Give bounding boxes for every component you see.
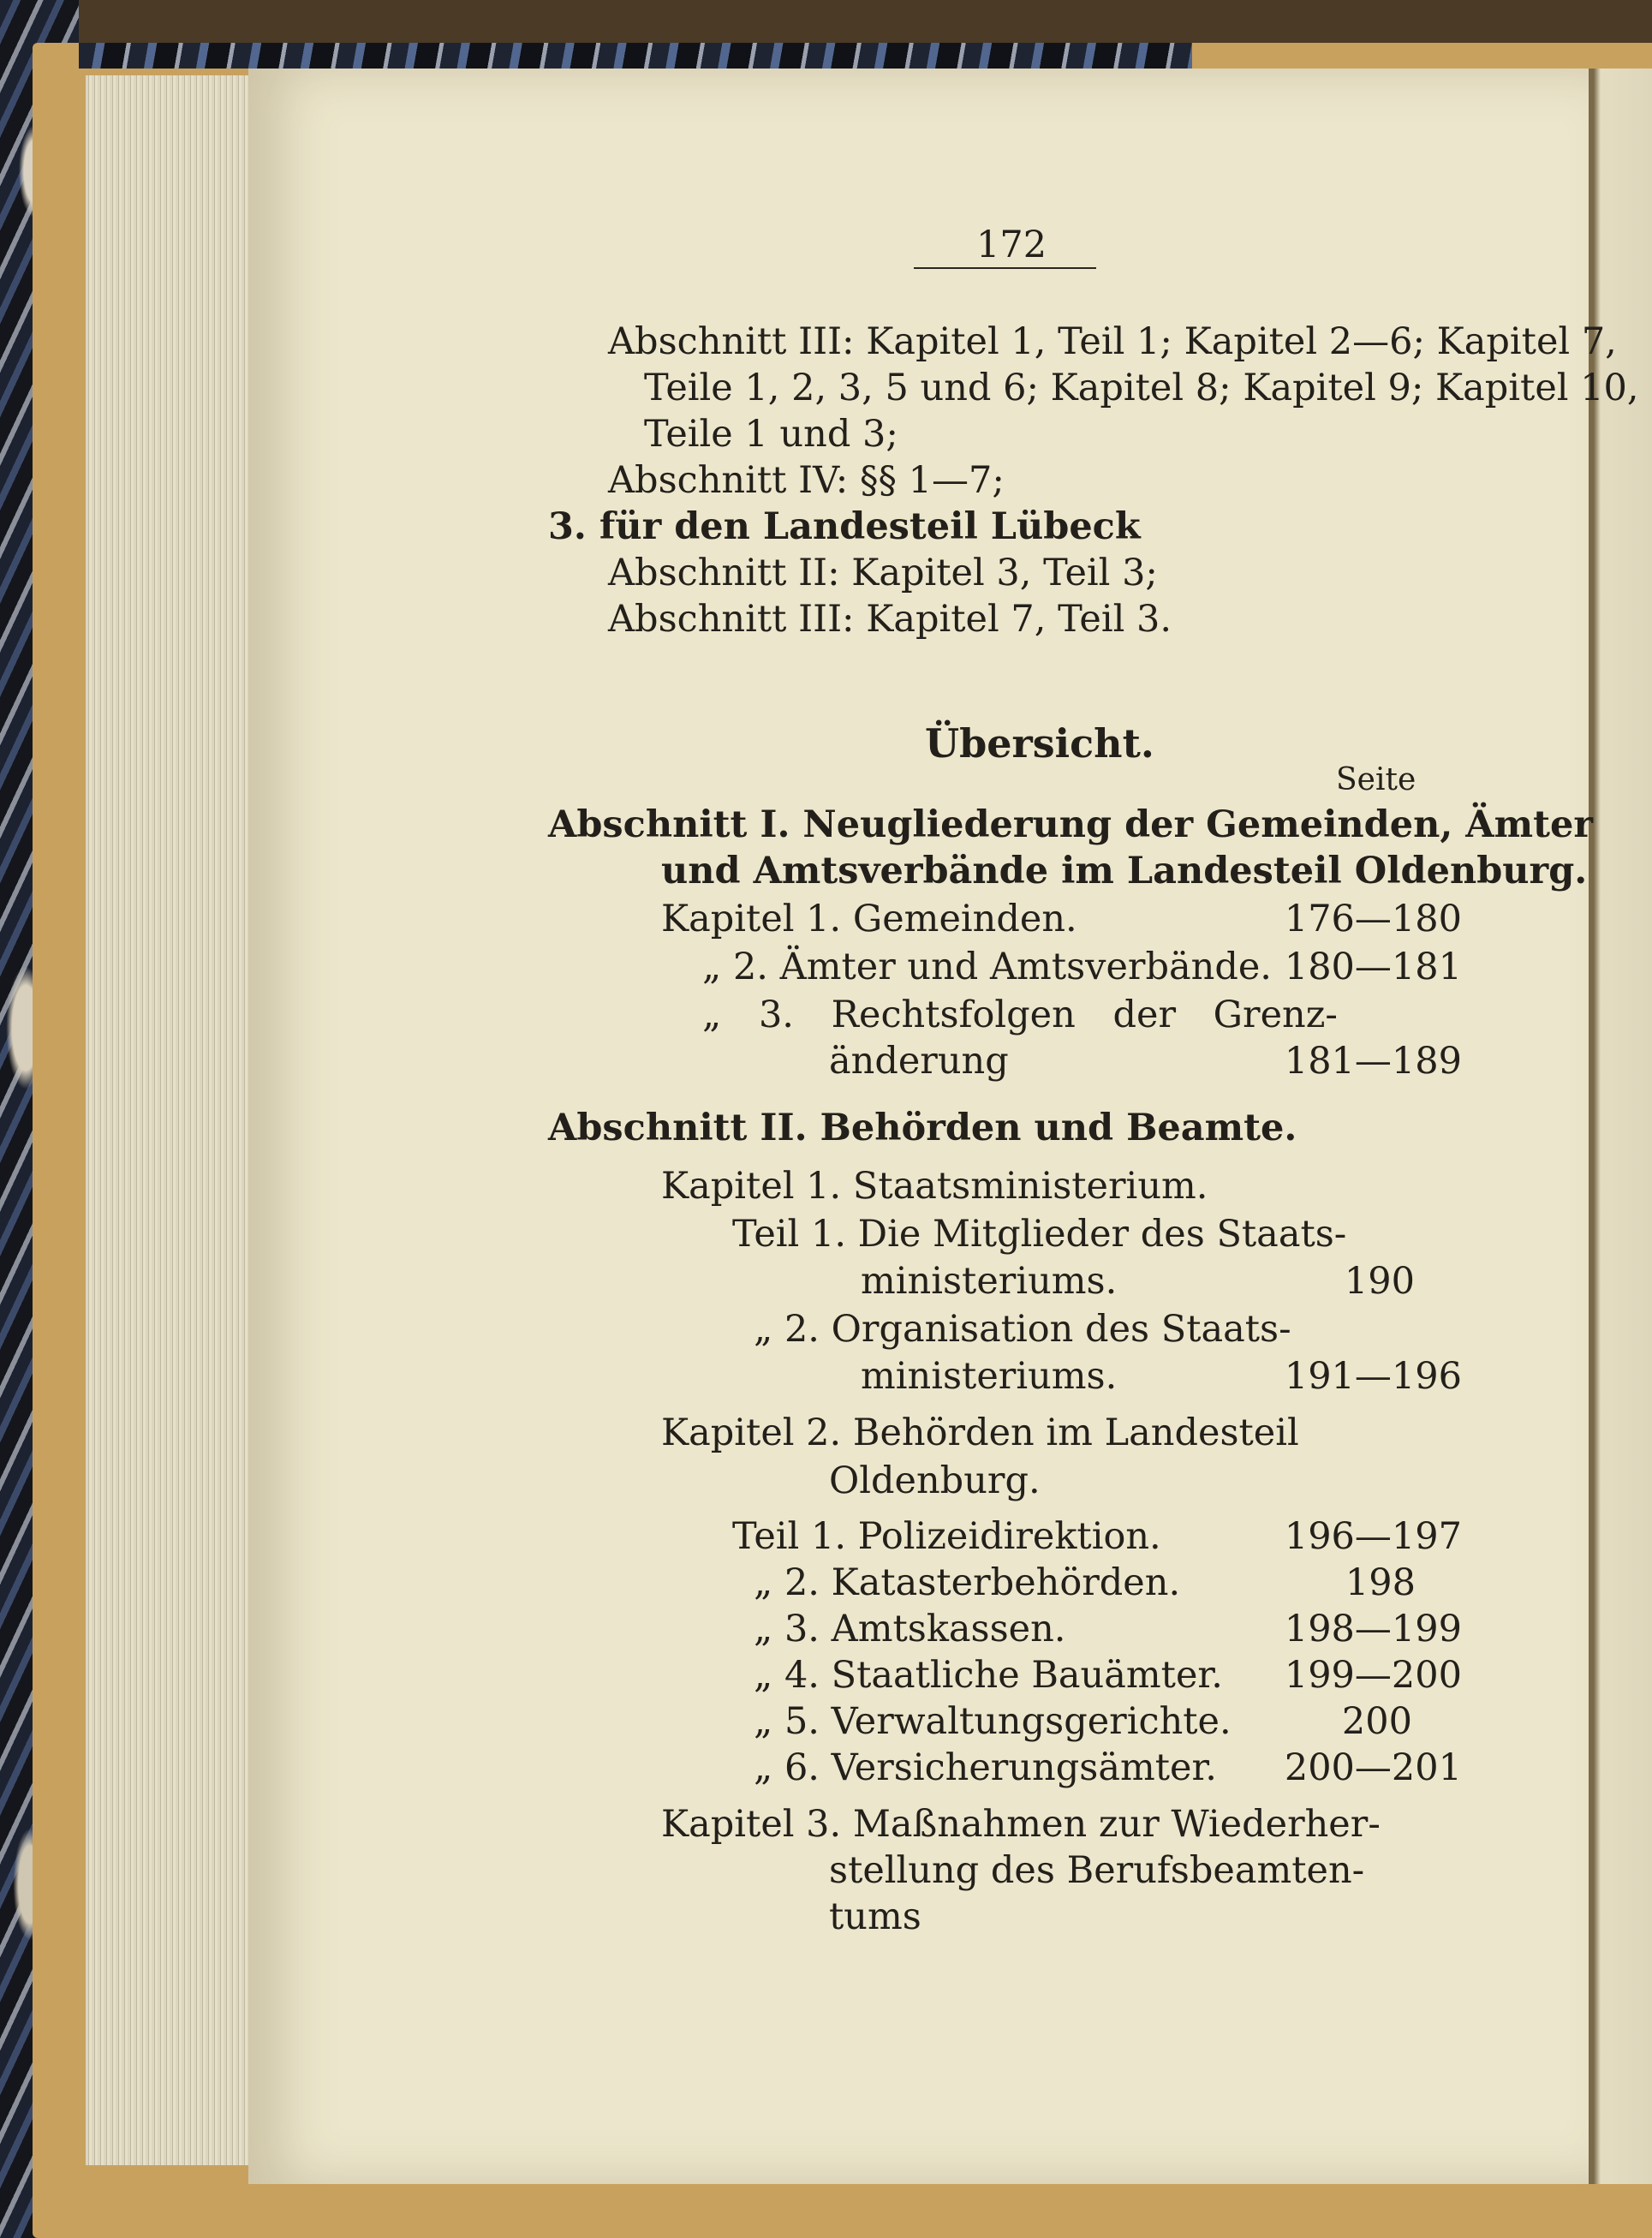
toc-entry-cont: tums: [829, 1895, 921, 1938]
toc-entry: Kapitel 2. Behörden im Landesteil: [661, 1411, 1299, 1454]
marbled-top-strip: [79, 43, 1192, 69]
overview-title: Übersicht.: [925, 720, 1154, 767]
toc-entry-cont: ministeriums.: [861, 1260, 1118, 1303]
toc-entry: „ 2. Katasterbehörden.: [754, 1561, 1181, 1604]
toc-page: 200: [1341, 1700, 1412, 1743]
toc-entry: „ 3. Amtskassen.: [754, 1608, 1066, 1650]
seite-label: Seite: [1336, 762, 1416, 797]
toc-entry: Kapitel 3. Maßnahmen zur Wiederher-: [661, 1803, 1381, 1846]
section-heading: und Amtsverbände im Landesteil Oldenburg.: [661, 850, 1588, 892]
toc-entry: Kapitel 1. Staatsministerium.: [661, 1165, 1208, 1208]
header-rule: [914, 267, 1096, 269]
toc-page: 181—189: [1284, 1040, 1462, 1083]
intro-line: Abschnitt III: Kapitel 7, Teil 3.: [608, 598, 1172, 641]
intro-line: Abschnitt III: Kapitel 1, Teil 1; Kapitel 2—6; Kapitel 7,: [608, 320, 1617, 363]
intro-line: Teile 1, 2, 3, 5 und 6; Kapitel 8; Kapitel 9; Kapitel 10,: [644, 367, 1639, 409]
toc-entry: „ 6. Versicherungsämter.: [754, 1746, 1217, 1789]
toc-page: 198—199: [1284, 1608, 1462, 1650]
toc-page: 180—181: [1284, 946, 1462, 988]
intro-line: Abschnitt IV: §§ 1—7;: [608, 459, 1005, 502]
toc-entry-cont: änderung: [829, 1040, 1009, 1083]
section-heading: Abschnitt I. Neugliederung der Gemeinden, Ämter: [548, 803, 1594, 846]
toc-page: 200—201: [1284, 1746, 1462, 1789]
toc-entry: „ 3. Rechtsfolgen der Grenz-: [702, 994, 1338, 1036]
intro-line: 3. für den Landesteil Lübeck: [548, 505, 1141, 548]
toc-page: 191—196: [1284, 1355, 1462, 1398]
toc-page: 190: [1344, 1260, 1415, 1303]
toc-page: 196—197: [1284, 1515, 1462, 1558]
toc-entry: Teil 1. Die Mitglieder des Staats-: [732, 1213, 1347, 1256]
toc-entry: „ 4. Staatliche Bauämter.: [754, 1654, 1223, 1697]
toc-entry-cont: stellung des Berufsbeamten-: [829, 1849, 1365, 1892]
toc-entry: Kapitel 1. Gemeinden.: [661, 898, 1077, 940]
section-heading: Abschnitt II. Behörden und Beamte.: [548, 1107, 1297, 1149]
toc-entry: Teil 1. Polizeidirektion.: [732, 1515, 1161, 1558]
page-edges: [86, 75, 257, 2165]
intro-line: Abschnitt II: Kapitel 3, Teil 3;: [608, 552, 1158, 594]
toc-page: 198: [1345, 1561, 1416, 1604]
toc-page: 176—180: [1284, 898, 1462, 940]
intro-line: Teile 1 und 3;: [644, 413, 898, 456]
toc-page: 199—200: [1284, 1654, 1462, 1697]
toc-entry: „ 5. Verwaltungsgerichte.: [754, 1700, 1232, 1743]
toc-entry-cont: Oldenburg.: [829, 1459, 1041, 1502]
toc-entry-cont: ministeriums.: [861, 1355, 1118, 1398]
toc-entry: „ 2. Organisation des Staats-: [754, 1308, 1291, 1351]
toc-entry: „ 2. Ämter und Amtsverbände.: [702, 946, 1272, 988]
page-number: 172: [976, 224, 1047, 266]
